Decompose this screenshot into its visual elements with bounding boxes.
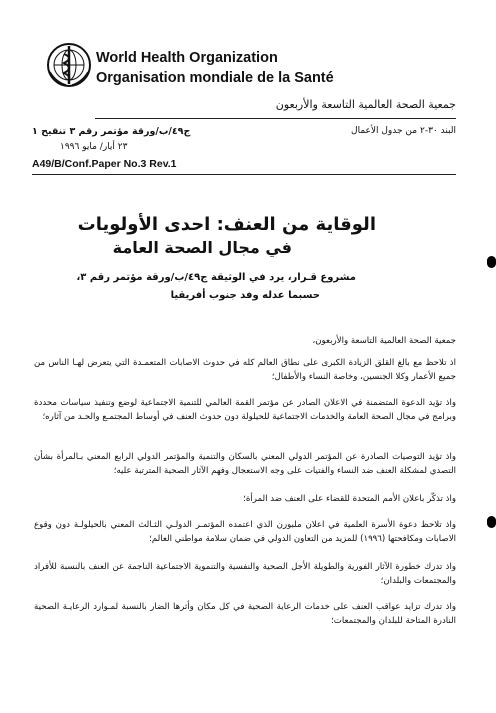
preamble-paragraph: واذ تدرك تزايد عواقب العنف على خدمات الرعاية الصحية في كل مكان وأثرها الضار بالنسبة لمـوارد الرعايـة الصحية النادرة المتاحة للبلدان والمجتمعات؛ [34, 602, 456, 626]
binder-hole-mark [487, 516, 496, 528]
preamble-paragraph: واذ تلاحظ دعوة الأسرة العلمية في اعلان ملبورن الذي اعتمده المؤتمـر الدولـي الثـالث المعني بالحيلولـة دون وقوع الاصابات ومكافحتها (١٩٩٦) للمزيد من التعاون الدولي في ضمان سلامة مواطني العالم؛ [34, 520, 456, 544]
organization-name-english: World Health Organization [96, 50, 278, 66]
preamble-paragraph: واذ تؤيد التوصيات الصادرة عن المؤتمر الدولي المعني بالسكان والتنمية والمؤتمر الدولي الرابع المعني بـالمرأة بشأن التصدي لمشكلة العنف ضد النساء والفتيات على وجه الاستعجال وفهم الآثار الصحية المترتبة عليه؛ [34, 452, 456, 476]
assembly-name: جمعية الصحة العالمية التاسعة والأربعون [275, 98, 456, 111]
title-line-2: في مجال الصحة العامة [112, 238, 292, 257]
preamble-opening: جمعية الصحة العالمية التاسعة والأربعون، [312, 336, 456, 346]
who-emblem-icon [46, 42, 92, 88]
binder-hole-mark [487, 256, 496, 268]
document-reference: ج٤٩/ب/ورقة مؤتمر رقم ٣ تنقيح ١ [32, 126, 191, 137]
preamble-paragraph: واذ تذكّر باعلان الأمم المتحدة للقضاء على العنف ضد المرأة؛ [243, 494, 456, 504]
preamble-paragraph: واذ تؤيد الدعوة المتضمنة في الاعلان الصادر عن مؤتمر القمة العالمي للتنمية الاجتماعية لوضع وتنفيذ سياسات محددة وبرامج في مجال الصحة العامة والخدمات الاجتماعية للحيلولة دون حدوث العنف في أوساط المجتمـع والحـد من آثاره؛ [34, 398, 456, 422]
symbol-divider [32, 174, 456, 175]
preamble-paragraph: اذ تلاحظ مع بالغ القلق الزيادة الكبرى على نطاق العالم كله في حدوث الاصابات المتعمـدة التي يتعرض لهـا الناس من جميع الأعمار وكلا الجنسين، وخاصة النساء والأطفال؛ [34, 358, 456, 382]
document-symbol: A49/B/Conf.Paper No.3 Rev.1 [32, 158, 177, 170]
agenda-item: البند ٣٠-٢ من جدول الأعمال [351, 126, 456, 136]
preamble-paragraph: واذ تدرك خطورة الآثار الفورية والطويلة الأجل الصحية والنفسية والتنموية الاجتماعية الناجمة عن العنف بالنسبة للأفراد والمجتمعات والبلدان؛ [34, 562, 456, 586]
organization-name-french: Organisation mondiale de la Santé [96, 70, 334, 86]
header-divider [95, 118, 456, 119]
title-line-1: الوقاية من العنف: احدى الأولويات [77, 214, 376, 235]
draft-resolution-line-2: حسبما عدله وفد جنوب أفريقيا [170, 290, 320, 301]
document-date: ٢٣ أيار/ مايو ١٩٩٦ [60, 142, 128, 152]
draft-resolution-line-1: مشروع قـرار، يرد في الوثيقة ج٤٩/ب/ورقة مؤتمر رقم ٣، [76, 272, 356, 283]
